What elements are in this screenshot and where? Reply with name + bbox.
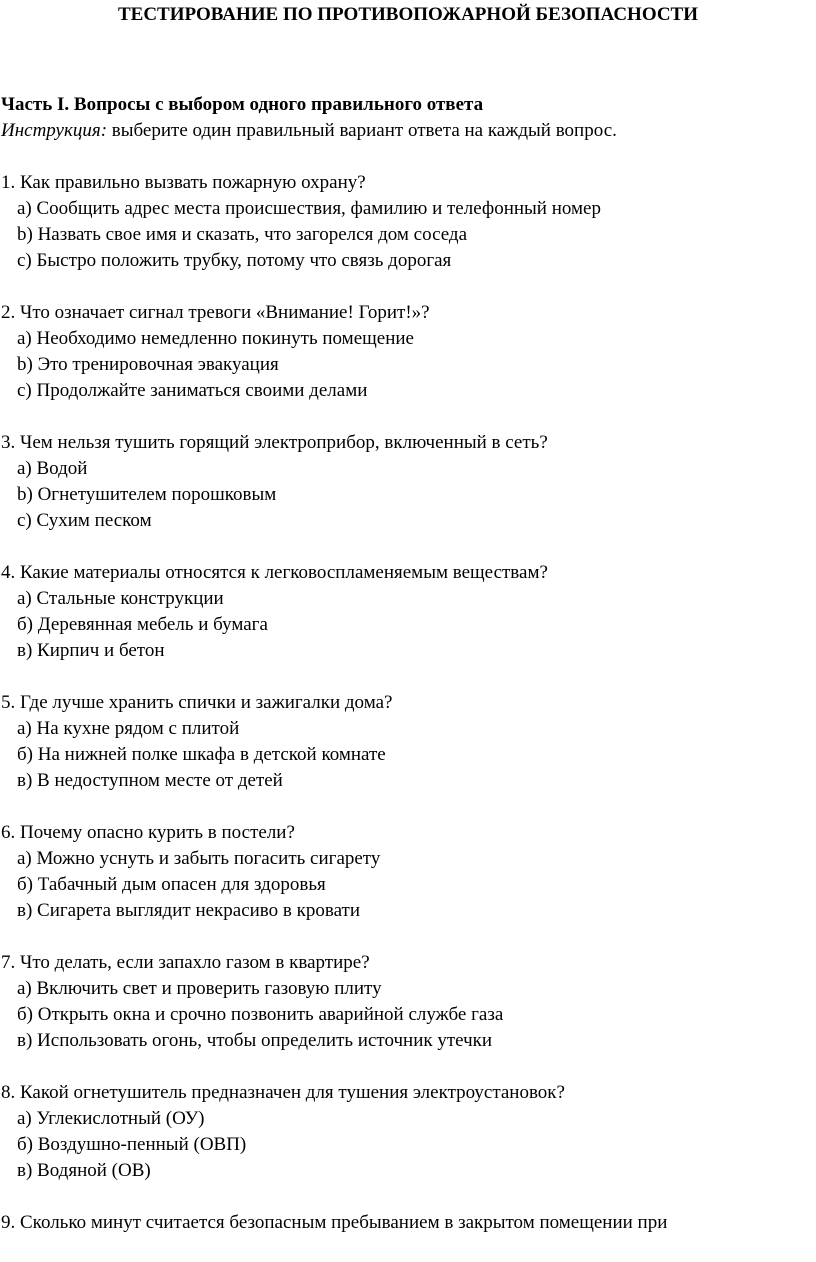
question-7 bbox=[1, 950, 811, 1054]
answer-option: a) Сообщить адрес места происшествия, фамилию и телефонный номер bbox=[17, 198, 601, 219]
answer-option: a) Необходимо немедленно покинуть помещение bbox=[17, 328, 414, 349]
instruction-line bbox=[1, 118, 617, 144]
answer-option: b) Назвать свое имя и сказать, что загорелся дом соседа bbox=[17, 224, 468, 245]
question-text: 2. Что означает сигнал тревоги «Внимание! Горит!»? bbox=[1, 302, 430, 323]
question-text: 8. Какой огнетушитель предназначен для тушения электроустановок? bbox=[1, 1082, 565, 1103]
answer-option: c) Сухим песком bbox=[17, 510, 152, 531]
answer-option: б) На нижней полке шкафа в детской комнате bbox=[17, 744, 386, 765]
question-1 bbox=[1, 170, 811, 274]
question-6 bbox=[1, 820, 811, 924]
answer-option: b) Это тренировочная эвакуация bbox=[17, 354, 279, 375]
question-text: 1. Как правильно вызвать пожарную охрану? bbox=[1, 172, 366, 193]
answer-option: а) Стальные конструкции bbox=[17, 588, 224, 609]
question-3 bbox=[1, 430, 811, 534]
document-title: ТЕСТИРОВАНИЕ ПО ПРОТИВОПОЖАРНОЙ БЕЗОПАСНОСТИ bbox=[117, 4, 699, 25]
instruction-text: выберите один правильный вариант ответа на каждый вопрос. bbox=[111, 120, 617, 141]
answer-option: a) Водой bbox=[17, 458, 88, 479]
question-text: 6. Почему опасно курить в постели? bbox=[1, 822, 295, 843]
question-5 bbox=[1, 690, 811, 794]
answer-option: в) В недоступном месте от детей bbox=[17, 770, 283, 791]
answer-option: а) На кухне рядом с плитой bbox=[17, 718, 240, 739]
question-text: 4. Какие материалы относятся к легковоспламеняемым веществам? bbox=[1, 562, 548, 583]
answer-option: б) Деревянная мебель и бумага bbox=[17, 614, 268, 635]
answer-option: в) Водяной (ОВ) bbox=[17, 1160, 151, 1181]
answer-option: c) Продолжайте заниматься своими делами bbox=[17, 380, 368, 401]
questions-list bbox=[1, 170, 811, 1262]
answer-option: b) Огнетушителем порошковым bbox=[17, 484, 277, 505]
answer-option: в) Сигарета выглядит некрасиво в кровати bbox=[17, 900, 360, 921]
question-2 bbox=[1, 300, 811, 404]
answer-option: а) Включить свет и проверить газовую плиту bbox=[17, 978, 382, 999]
answer-option: б) Открыть окна и срочно позвонить аварийной службе газа bbox=[17, 1004, 504, 1025]
question-4 bbox=[1, 560, 811, 664]
answer-option: в) Использовать огонь, чтобы определить источник утечки bbox=[17, 1030, 493, 1051]
answer-option: б) Табачный дым опасен для здоровья bbox=[17, 874, 326, 895]
answer-option: c) Быстро положить трубку, потому что связь дорогая bbox=[17, 250, 452, 271]
question-8 bbox=[1, 1080, 811, 1184]
answer-option: а) Можно уснуть и забыть погасить сигарету bbox=[17, 848, 381, 869]
answer-option: б) Воздушно-пенный (ОВП) bbox=[17, 1134, 247, 1155]
question-text: 5. Где лучше хранить спички и зажигалки дома? bbox=[1, 692, 393, 713]
question-9 bbox=[1, 1210, 811, 1236]
answer-option: а) Углекислотный (ОУ) bbox=[17, 1108, 205, 1129]
part-heading: Часть I. Вопросы с выбором одного правильного ответа bbox=[1, 94, 484, 115]
answer-option: в) Кирпич и бетон bbox=[17, 640, 165, 661]
question-text: 7. Что делать, если запахло газом в квартире? bbox=[1, 952, 370, 973]
question-text: 3. Чем нельзя тушить горящий электроприбор, включенный в сеть? bbox=[1, 432, 548, 453]
question-text: 9. Сколько минут считается безопасным пребыванием в закрытом помещении при bbox=[1, 1212, 668, 1233]
instruction-label: Инструкция: bbox=[1, 120, 108, 141]
